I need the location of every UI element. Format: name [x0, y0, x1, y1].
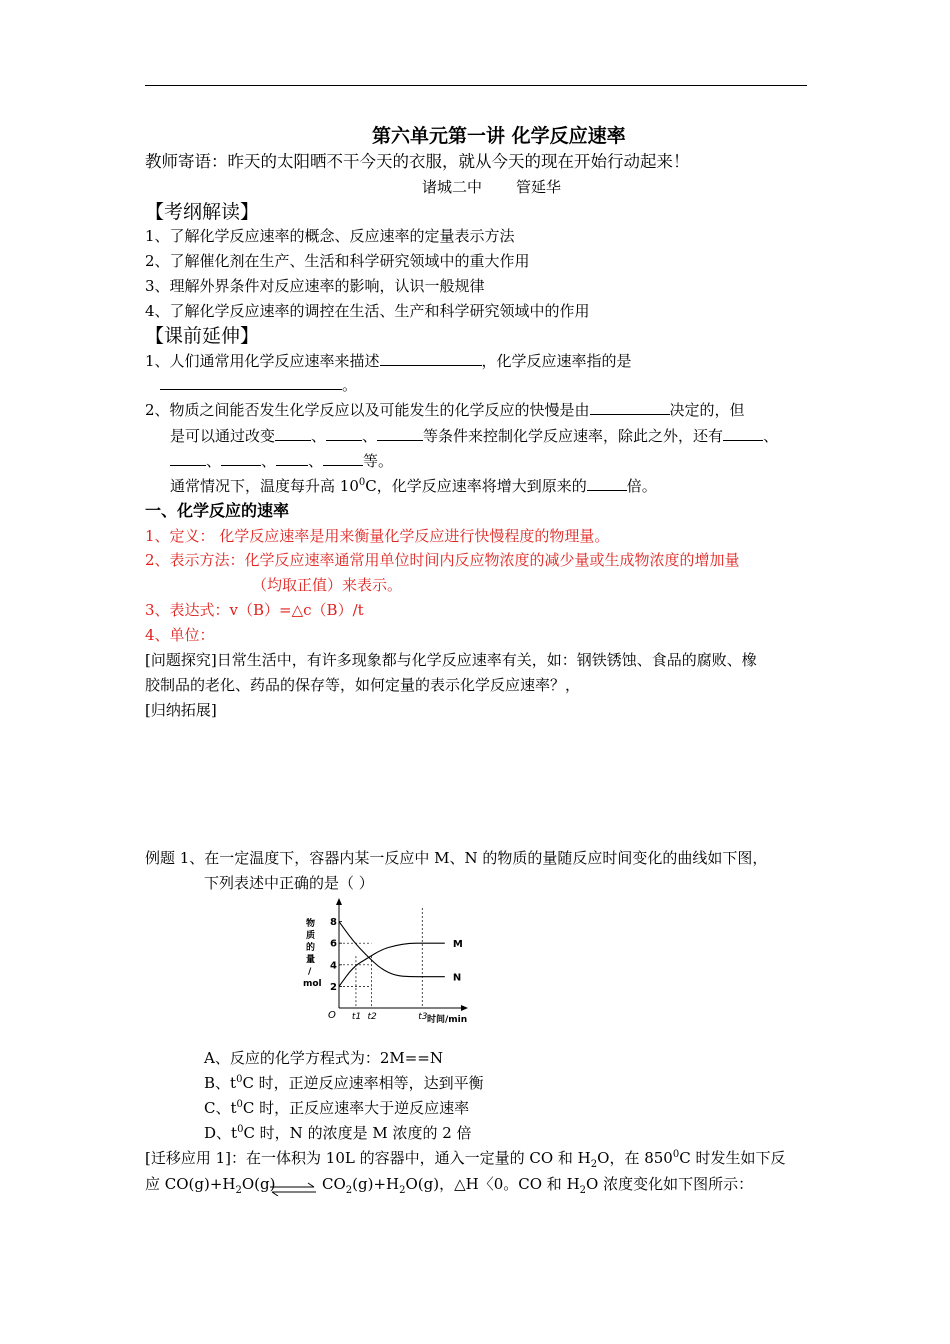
outline-item-1: 1、了解化学反应速率的概念、反应速率的定量表示方法 — [145, 227, 515, 245]
option-c[interactable]: C、$t^0C$ 时，正反应速率大于逆反应速率 — [204, 1099, 470, 1117]
x-axis-label: 时间/min — [427, 1015, 468, 1023]
answer-blank[interactable] — [170, 451, 206, 466]
answer-blank[interactable] — [323, 451, 363, 466]
x-axis-arrow — [461, 1005, 468, 1011]
series-line-n — [339, 922, 445, 977]
author-name: 管延华 — [516, 178, 562, 196]
example-stem-cont: 下列表述中正确的是（ ） — [204, 874, 374, 892]
example-stem: 例题 1、在一定温度下，容器内某一反应中 M、N 的物质的量随反应时间变化的曲线如下图， — [145, 849, 768, 867]
author-line — [422, 177, 561, 197]
y-tick-label: 2 — [330, 981, 337, 993]
inquiry-line-cont: 胶制品的老化、药品的保存等，如何定量的表示化学反应速率？， — [145, 676, 581, 694]
outline-item-4: 4、了解化学反应速率的调控在生活、生产和科学研究领域中的作用 — [145, 302, 590, 320]
answer-blank[interactable] — [377, 426, 423, 441]
y-tick-label: 4 — [330, 960, 337, 972]
page-title: 第六单元第一讲 化学反应速率 — [372, 125, 626, 147]
y-tick-label: 8 — [330, 917, 337, 929]
answer-blank[interactable] — [326, 426, 362, 441]
transfer-line-2-cont: $CO_2(g)+H_2O(g)$，△H〈0。CO 和 $H_2O$ 浓度变化如下图所示： — [322, 1175, 754, 1196]
preview-question-1-cont: 。 — [160, 375, 357, 395]
outline-item-2: 2、了解催化剂在生产、生活和科学研究领域中的重大作用 — [145, 252, 530, 270]
preview-question-1: 1、人们通常用化学反应速率来描述 ，化学反应速率指的是 — [145, 352, 632, 370]
section-heading-outline: 【考纲解读】 — [145, 201, 260, 223]
origin-label: O — [328, 1010, 336, 1021]
series-line-m — [339, 943, 445, 986]
preview-question-3: 通常情况下，温度每升高 $10^0C$，化学反应速率将增大到原来的 倍。 — [170, 477, 657, 495]
mn-amount-chart — [298, 898, 478, 1023]
definition-line: 1、定义： 化学反应速率是用来衡量化学反应进行快慢程度的物理量。 — [145, 527, 610, 545]
option-b[interactable]: B、$t^0C$ 时，正逆反应速率相等，达到平衡 — [204, 1074, 484, 1092]
outline-item-3: 3、理解外界条件对反应速率的影响，认识一般规律 — [145, 277, 485, 295]
preview-question-2-cont2: 、 、 、 等。 — [170, 451, 393, 471]
section-heading-preview: 【课前延伸】 — [145, 325, 260, 347]
reversible-arrow-icon — [268, 1182, 318, 1196]
author-school: 诸城二中 — [422, 178, 483, 196]
summary-label: [归纳拓展] — [145, 701, 217, 719]
answer-blank[interactable] — [275, 426, 311, 441]
teacher-motto: 教师寄语：昨天的太阳晒不干今天的衣服，就从今天的现在开始行动起来！ — [145, 152, 690, 171]
answer-blank[interactable] — [380, 351, 482, 366]
x-tick-label: t1 — [351, 1012, 362, 1022]
y-axis-arrow — [336, 898, 342, 905]
y-tick-label: 6 — [330, 938, 337, 950]
header-rule — [145, 85, 807, 86]
expression-line: 3、表达式：v（B）=△c（B）/t — [145, 601, 364, 619]
answer-blank[interactable] — [587, 476, 627, 491]
series-label-m: M — [452, 939, 463, 951]
transfer-line-1: [迁移应用 1]：在一体积为 10L 的容器中，通入一定量的 CO 和 $H_2O$，在 $850^0C$ 时发生如下反 — [145, 1149, 786, 1170]
series-label-n: N — [452, 972, 462, 984]
option-a[interactable]: A、反应的化学方程式为：2M==N — [204, 1049, 443, 1067]
option-d[interactable]: D、$t^0C$ 时，N 的浓度是 M 浓度的 2 倍 — [204, 1124, 472, 1142]
method-line-cont: （均取正值）来表示。 — [252, 576, 403, 594]
transfer-line-2: 应 $CO(g)+H_2O(g)$ — [145, 1175, 276, 1196]
answer-blank[interactable] — [221, 451, 261, 466]
preview-question-2: 2、物质之间能否发生化学反应以及可能发生的化学反应的快慢是由 决定的，但 — [145, 401, 745, 419]
preview-question-2-cont: 是可以通过改变 、 、 等条件来控制化学反应速率，除此之外，还有 、 — [170, 427, 779, 445]
answer-blank[interactable] — [590, 400, 670, 415]
answer-blank[interactable] — [276, 451, 308, 466]
answer-blank[interactable] — [160, 375, 342, 390]
answer-blank[interactable] — [723, 426, 763, 441]
part-heading-reaction-rate: 一、化学反应的速率 — [145, 501, 290, 520]
inquiry-line: [问题探究]日常生活中，有许多现象都与化学反应速率有关，如：钢铁锈蚀、食品的腐败、橡 — [145, 651, 757, 669]
x-tick-label: t3 — [418, 1012, 428, 1022]
x-tick-label: t2 — [367, 1012, 377, 1022]
unit-line: 4、单位： — [145, 626, 215, 644]
y-axis-label: 物质的量/ mol — [303, 919, 322, 989]
method-line: 2、表示方法：化学反应速率通常用单位时间内反应物浓度的减少量或生成物浓度的增加量 — [145, 551, 740, 569]
